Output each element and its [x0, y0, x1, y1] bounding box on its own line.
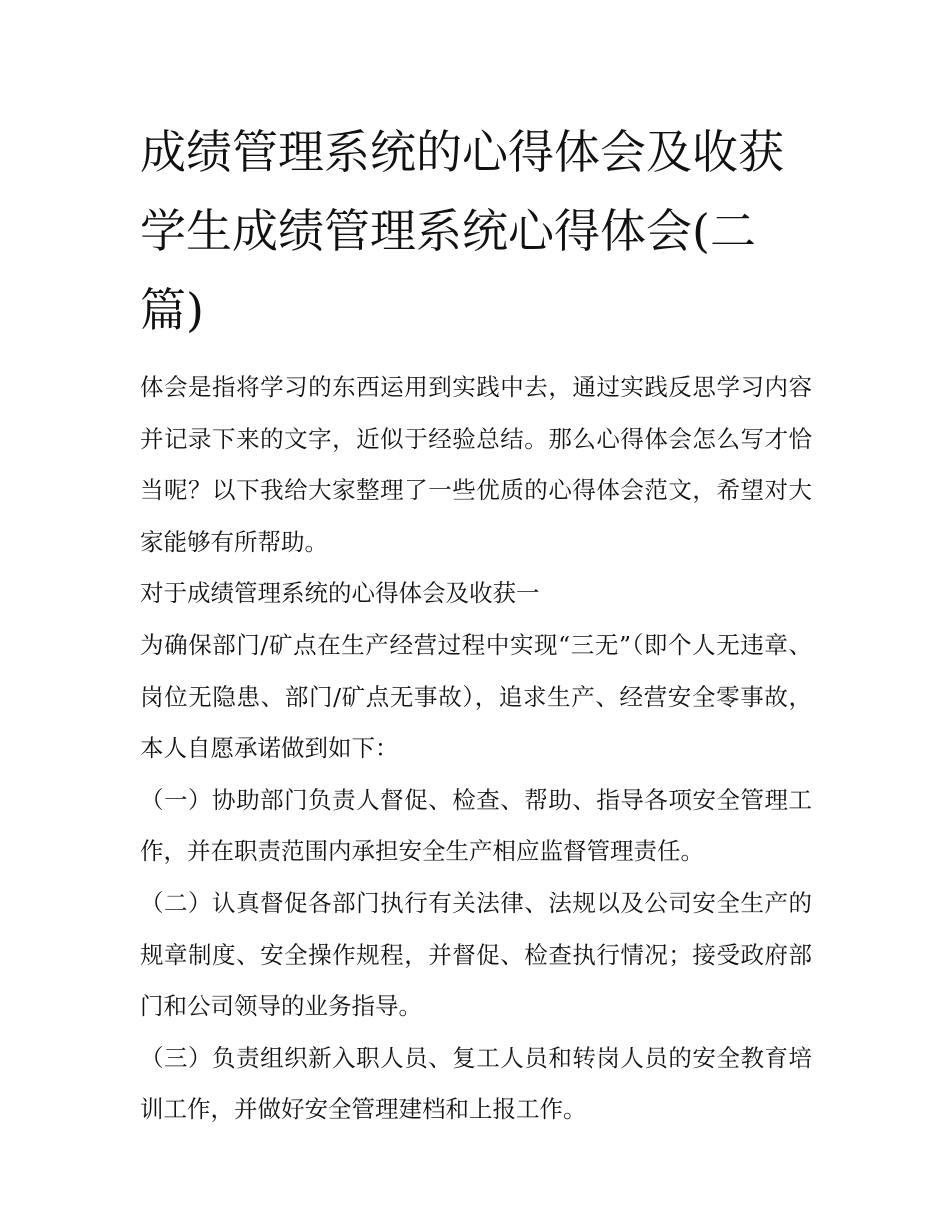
document-content	[140, 113, 812, 1136]
commitment-paragraph: 为确保部门/矿点在生产经营过程中实现“三无”（即个人无违章、岗位无隐患、部门/矿点无事故），追求生产、经营安全零事故，本人自愿承诺做到如下：	[140, 630, 812, 763]
document-body	[140, 362, 812, 1136]
section-heading: 对于成绩管理系统的心得体会及收获一	[140, 579, 540, 608]
item-two-paragraph: （二）认真督促各部门执行有关法律、法规以及公司安全生产的规章制度、安全操作规程，并督促、检查执行情况；接受政府部门和公司领导的业务指导。	[140, 888, 812, 1021]
intro-paragraph: 体会是指将学习的东西运用到实践中去，通过实践反思学习内容并记录下来的文字，近似于经验总结。那么心得体会怎么写才恰当呢？以下我给大家整理了一些优质的心得体会范文，希望对大家能够有所帮助。	[140, 373, 812, 556]
document-title: 成绩管理系统的心得体会及收获 学生成绩管理系统心得体会(二篇)	[140, 125, 784, 337]
item-three-paragraph: （三）负责组织新入职人员、复工人员和转岗人员的安全教育培训工作，并做好安全管理建档和上报工作。	[140, 1043, 812, 1124]
item-one-paragraph: （一）协助部门负责人督促、检查、帮助、指导各项安全管理工作，并在职责范围内承担安全生产相应监督管理责任。	[140, 785, 812, 866]
